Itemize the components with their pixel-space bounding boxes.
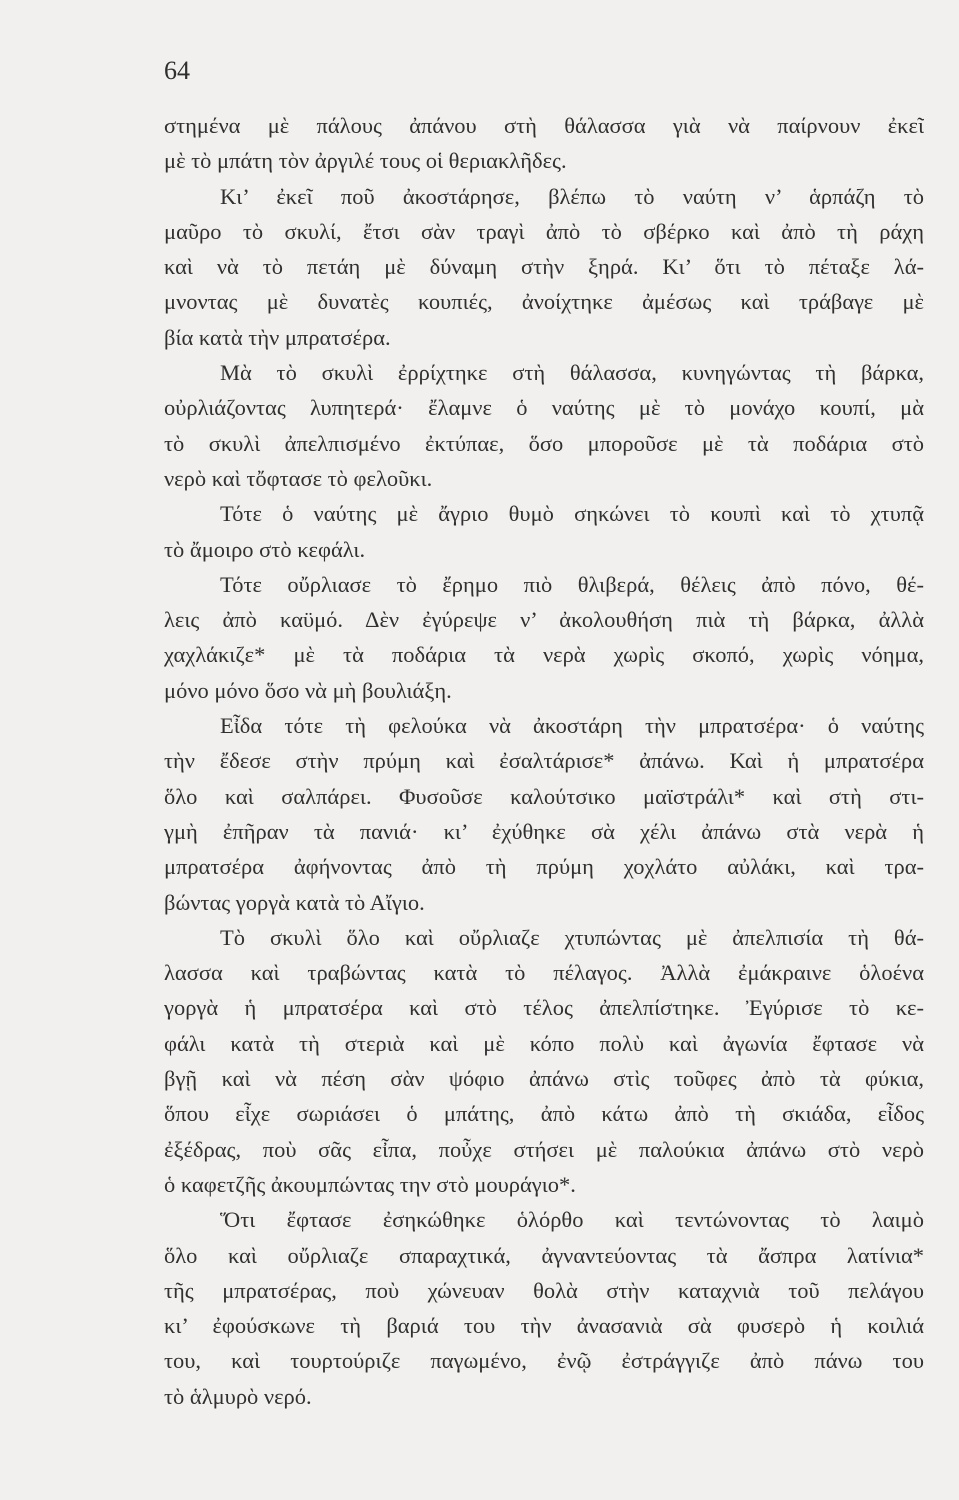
text-line: τὸ σκυλὶ ἀπελπισμένο ἐκτύπαε, ὅσο μποροῦσε μὲ τὰ ποδάρια στὸ bbox=[164, 430, 924, 456]
text-line: μνοντας μὲ δυνατὲς κουπιές, ἀνοίχτηκε ἀμέσως καὶ τράβαγε μὲ bbox=[164, 289, 924, 315]
text-line: φάλι κατὰ τὴ στεριὰ καὶ μὲ κόπο πολὺ καὶ ἀγωνία ἔφτασε νὰ bbox=[164, 1030, 924, 1056]
text-line: Τότε οὔρλιασε τὸ ἔρημο πιὸ θλιβερά, θέλεις ἀπὸ πόνο, θέ- bbox=[220, 571, 924, 597]
text-line: νερὸ καὶ τὄφτασε τὸ φελοῦκι. bbox=[164, 465, 433, 491]
text-line: ὅπου εἶχε σωριάσει ὁ μπάτης, ἀπὸ κάτω ἀπὸ τὴ σκιάδα, εἶδος bbox=[164, 1101, 924, 1127]
text-line: ὁ καφετζῆς ἀκουμπώντας την στὸ μουράγιο*. bbox=[164, 1171, 576, 1197]
text-line: στημένα μὲ πάλους ἀπάνου στὴ θάλασσα γιὰ νὰ παίρνουν ἐκεῖ bbox=[164, 113, 924, 138]
text-line: Τότε ὁ ναύτης μὲ ἄγριο θυμὸ σηκώνει τὸ κουπὶ καὶ τὸ χτυπᾷ bbox=[220, 501, 924, 527]
text-line: βώντας γοργὰ κατὰ τὸ Αἴγιο. bbox=[164, 889, 425, 915]
text-line: Τὸ σκυλὶ ὅλο καὶ οὔρλιαζε χτυπώντας μὲ ἀπελπισία τὴ θά- bbox=[220, 924, 924, 950]
text-line: χαχλάκιζε* μὲ τὰ ποδάρια τὰ νερὰ χωρὶς σκοπό, χωρὶς νόημα, bbox=[164, 642, 924, 668]
text-line: Μὰ τὸ σκυλὶ ἐρρίχτηκε στὴ θάλασσα, κυνηγώντας τὴ βάρκα, bbox=[220, 360, 924, 386]
text-line: μὲ τὸ μπάτη τὸν ἀργιλέ τους οἱ θεριακλῆδες. bbox=[164, 148, 567, 174]
text-line: κι’ ἐφούσκωνε τὴ βαριά του τὴν ἀνασανιὰ σὰ φυσερὸ ἡ κοιλιά bbox=[164, 1313, 924, 1339]
text-line: τὸ ἁλμυρὸ νερό. bbox=[164, 1383, 312, 1409]
text-line: βία κατὰ τὴν μπρατσέρα. bbox=[164, 324, 391, 350]
text-line: τὴν ἔδεσε στὴν πρύμη καὶ ἐσαλτάρισε* ἀπάνω. Καὶ ἡ μπρατσέρα bbox=[164, 748, 924, 774]
text-line: λεις ἀπὸ καϋμό. Δὲν ἐγύρεψε ν’ ἀκολουθήση πιὰ τὴ βάρκα, ἀλλὰ bbox=[164, 607, 924, 633]
text-line: ἐξέδρας, ποὺ σᾶς εἶπα, ποὖχε στήσει μὲ παλούκια ἀπάνω στὸ νερὸ bbox=[164, 1136, 924, 1162]
text-line: λασσα καὶ τραβώντας κατὰ τὸ πέλαγος. Ἀλλὰ ἐμάκραινε ὁλοένα bbox=[164, 960, 924, 986]
page-number: 64 bbox=[164, 56, 190, 85]
text-line: γμὴ ἐπῆραν τὰ πανιά· κι’ ἐχύθηκε σὰ χέλι ἀπάνω στὰ νερὰ ἡ bbox=[164, 818, 924, 844]
text-line: γοργὰ ἡ μπρατσέρα καὶ στὸ τέλος ἀπελπίστηκε. Ἐγύρισε τὸ κε- bbox=[164, 995, 924, 1021]
text-line: του, καὶ τουρτούριζε παγωμένο, ἐνῷ ἐστράγγιζε ἀπὸ πάνω του bbox=[164, 1348, 924, 1374]
text-line: ὅλο καὶ σαλπάρει. Φυσοῦσε καλούτσικο μαϊστράλι* καὶ στὴ στι- bbox=[164, 783, 924, 809]
text-line: βγῇ καὶ νὰ πέση σὰν ψόφιο ἀπάνω στὶς τοῦφες ἀπὸ τὰ φύκια, bbox=[164, 1066, 924, 1092]
text-line: Κι’ ἐκεῖ ποῦ ἀκοστάρησε, βλέπω τὸ ναύτη ν’ ἁρπάζη τὸ bbox=[220, 183, 924, 209]
text-line: Ὅτι ἔφτασε ἐσηκώθηκε ὁλόρθο καὶ τεντώνοντας τὸ λαιμὸ bbox=[220, 1207, 924, 1233]
text-line: μπρατσέρα ἀφήνοντας ἀπὸ τὴ πρύμη χοχλάτο αὐλάκι, καὶ τρα- bbox=[164, 854, 924, 880]
text-line: Εἶδα τότε τὴ φελούκα νὰ ἀκοστάρη τὴν μπρατσέρα· ὁ ναύτης bbox=[220, 713, 924, 739]
text-line: τὸ ἄμοιρο στὸ κεφάλι. bbox=[164, 536, 366, 562]
text-line: μόνο μόνο ὅσο νὰ μὴ βουλιάξη. bbox=[164, 677, 452, 703]
text-line: μαῦρο τὸ σκυλί, ἔτσι σὰν τραγὶ ἀπὸ τὸ σβέρκο καὶ ἀπὸ τὴ ράχη bbox=[164, 218, 924, 244]
body-text bbox=[164, 108, 924, 1414]
text-line: τῆς μπρατσέρας, ποὺ χώνευαν θολὰ στὴν καταχνιὰ τοῦ πελάγου bbox=[164, 1277, 924, 1303]
text-line: καὶ νὰ τὸ πετάη μὲ δύναμη στὴν ξηρά. Κι’ ὅτι τὸ πέταξε λά- bbox=[164, 254, 924, 280]
text-line: ὅλο καὶ οὔρλιαζε σπαραχτικά, ἀγναντεύοντας τὰ ἄσπρα λατίνια* bbox=[164, 1242, 924, 1268]
text-line: οὐρλιάζοντας λυπητερά· ἔλαμνε ὁ ναύτης μὲ τὸ μονάχο κουπί, μὰ bbox=[164, 395, 924, 421]
